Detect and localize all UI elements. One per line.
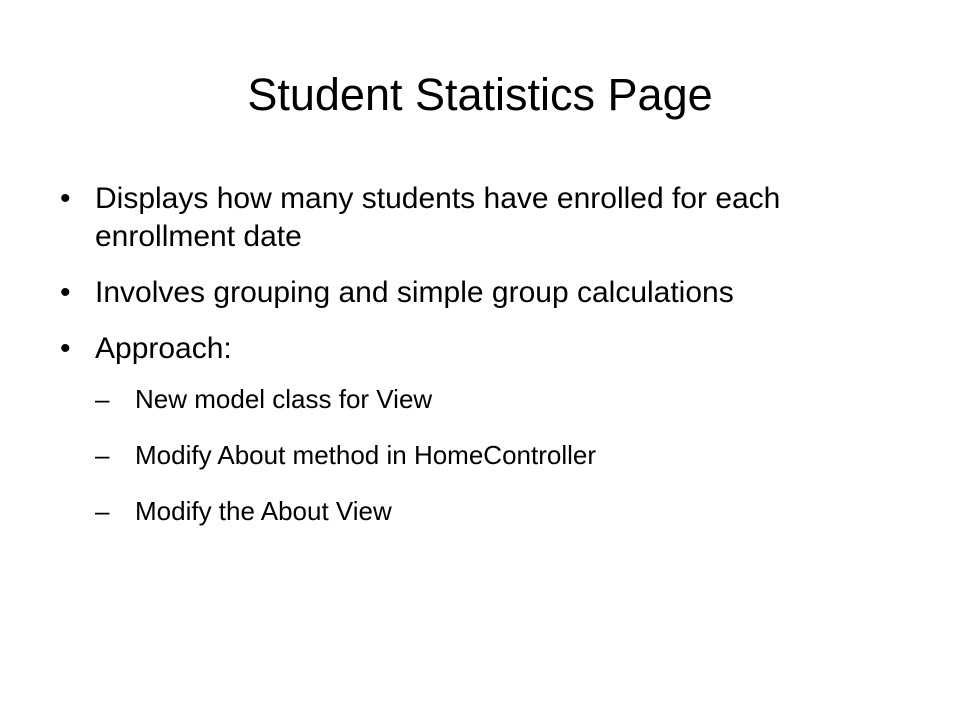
bullet-marker: • [60,332,71,365]
bullet-marker: • [60,182,71,215]
bullet-text: Involves grouping and simple group calculations [95,276,734,309]
bullet-item [48,274,912,312]
bullet-marker: • [60,276,71,309]
sub-bullet-marker: – [95,496,110,526]
sub-bullet-text: New model class for View [135,384,433,414]
sub-bullet-text: Modify the About View [135,496,392,526]
sub-bullet-item [95,382,912,416]
bullet-list [48,180,912,528]
bullet-text: Approach: [95,332,232,365]
sub-bullet-list [95,382,912,528]
bullet-item [48,330,912,528]
bullet-item [48,180,912,256]
sub-bullet-marker: – [95,440,110,470]
sub-bullet-marker: – [95,384,110,414]
bullet-text: Displays how many students have enrolled for each enrollment date [95,182,781,253]
slide-content [48,180,912,550]
sub-bullet-text: Modify About method in HomeController [135,440,597,470]
sub-bullet-item [95,438,912,472]
sub-bullet-item [95,494,912,528]
slide-title: Student Statistics Page [247,69,713,120]
